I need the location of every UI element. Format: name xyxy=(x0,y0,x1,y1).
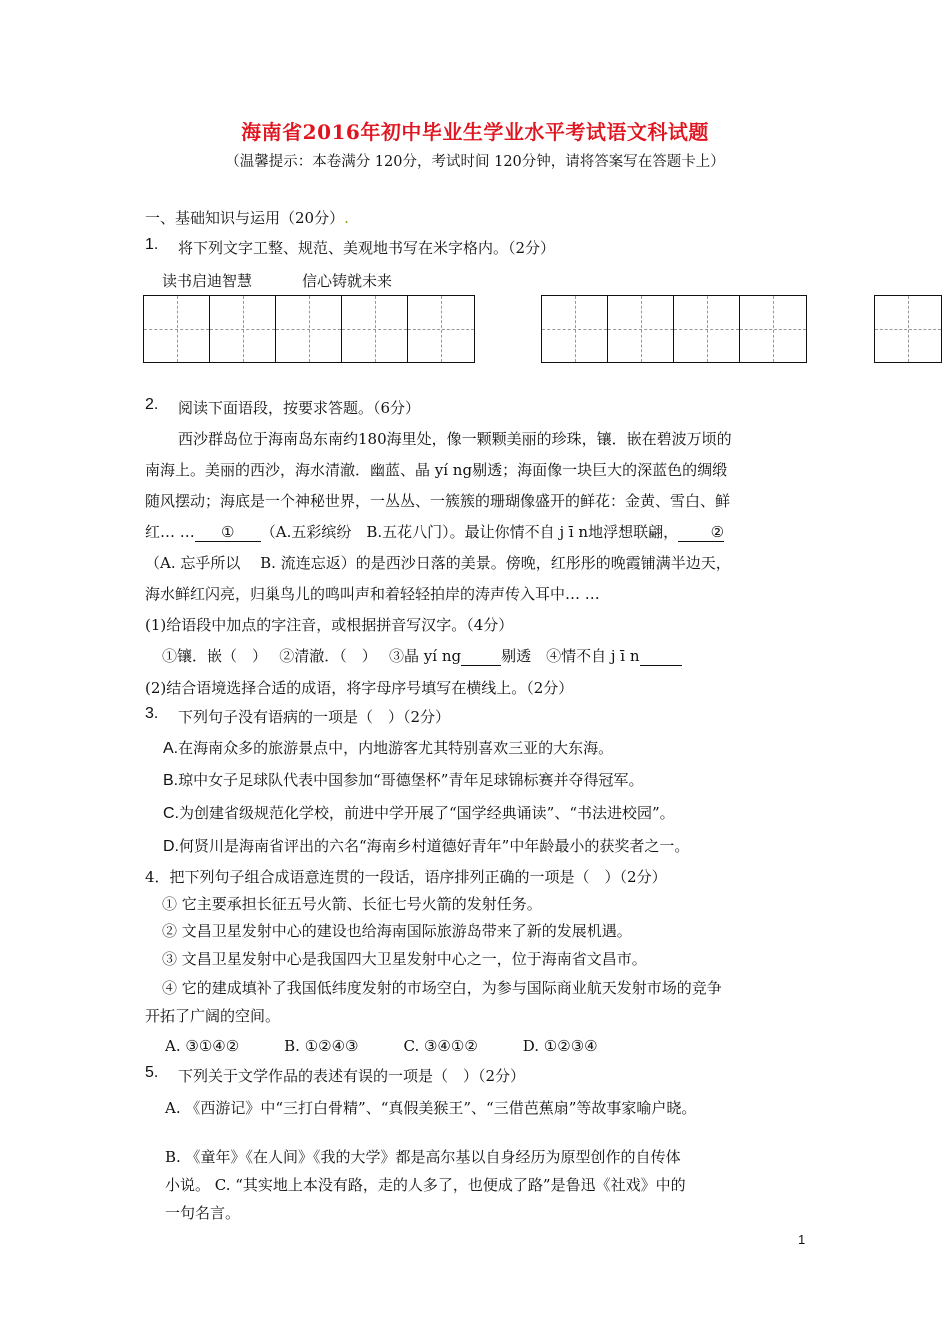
q4-sentence: ② 文昌卫星发射中心的建设也给海南国际旅游岛带来了新的发展机遇。 xyxy=(162,922,632,940)
grid-cell[interactable] xyxy=(542,296,608,362)
q5-option-b: B. 《童年》《在人间》《我的大学》都是高尔基以自身经历为原型创作的自传体 xyxy=(165,1148,681,1166)
q1-number: 1. xyxy=(145,236,159,253)
q5-option-b-cont: 小说。 C. “其实地上本没有路，走的人多了，也便成了路”是鲁迅《社戏》中的 xyxy=(165,1176,686,1194)
q2-paragraph-line: 南海上。美丽的西沙，海水清澈．幽蓝、晶 yí ng剔透；海面像一块巨大的深蓝色的绸缎 xyxy=(145,461,728,479)
q4-sentence-cont: 开拓了广阔的空间。 xyxy=(145,1007,281,1025)
writing-grid-3[interactable] xyxy=(874,295,942,363)
q3-option-a: A.在海南众多的旅游景点中，内地游客尤其特别喜欢三亚的大东海。 xyxy=(163,739,614,757)
q4-text: 4．把下列句子组合成语意连贯的一段话，语序排列正确的一项是（ ）（2分） xyxy=(145,868,667,886)
page-number: 1 xyxy=(798,1232,806,1247)
q3-number: 3. xyxy=(145,705,159,722)
answer-blank[interactable] xyxy=(640,647,682,666)
q5-option-a: A. 《西游记》中“三打白骨精”、“真假美猴王”、“三借芭蕉扇”等故事家喻户晓。 xyxy=(165,1099,697,1117)
q1-phrase-1: 读书启迪智慧 xyxy=(162,272,253,290)
writing-grid-2[interactable] xyxy=(541,295,807,363)
grid-cell[interactable] xyxy=(740,296,806,362)
q2-text: 阅读下面语段，按要求答题。（6分） xyxy=(178,399,421,417)
q2-paragraph-line: 红… … ① （A.五彩缤纷 B.五花八门）。最让你情不自 j ī n地浮想联翩， ② xyxy=(145,523,725,541)
q4-sentence: ① 它主要承担长征五号火箭、长征七号火箭的发射任务。 xyxy=(162,895,542,913)
q2-number: 2. xyxy=(145,396,159,413)
grid-cell[interactable] xyxy=(210,296,276,362)
page-title: 海南省2016年初中毕业生学业水平考试语文科试题 xyxy=(241,120,709,144)
q4-sentence: ④ 它的建成填补了我国低纬度发射的市场空白，为参与国际商业航天发射市场的竞争 xyxy=(162,979,722,997)
grid-cell[interactable] xyxy=(342,296,408,362)
section-heading: 一、基础知识与运用（20分）. xyxy=(145,209,349,227)
q4-sentence: ③ 文昌卫星发射中心是我国四大卫星发射中心之一，位于海南省文昌市。 xyxy=(162,950,647,968)
exam-notice: （温馨提示：本卷满分 120分，考试时间 120分钟，请将答案写在答题卡上） xyxy=(225,154,725,170)
grid-cell[interactable] xyxy=(875,296,941,362)
blank-2[interactable]: ② xyxy=(678,523,724,542)
q5-number: 5. xyxy=(145,1064,159,1081)
answer-blank[interactable] xyxy=(461,647,501,666)
q3-text: 下列句子没有语病的一项是（ ）（2分） xyxy=(178,708,451,726)
q2-paragraph-line: 随风摆动；海底是一个神秘世界，一丛丛、一簇簇的珊瑚像盛开的鲜花：金黄、雪白、鲜 xyxy=(145,492,731,510)
q1-text: 将下列文字工整、规范、美观地书写在米字格内。（2分） xyxy=(178,239,556,257)
q3-option-b: B.琼中女子足球队代表中国参加“哥德堡杯”青年足球锦标赛并夺得冠军。 xyxy=(163,771,644,789)
q2-subquestion-2: (2)结合语境选择合适的成语，将字母序号填写在横线上。（2分） xyxy=(145,679,574,697)
grid-cell[interactable] xyxy=(144,296,210,362)
q2-subquestion-1: (1)给语段中加点的字注音，或根据拼音写汉字。（4分） xyxy=(145,616,514,634)
grid-cell[interactable] xyxy=(674,296,740,362)
q2-paragraph-line: 西沙群岛位于海南岛东南约180海里处，像一颗颗美丽的珍珠，镶．嵌在碧波万顷的 xyxy=(178,430,732,448)
grid-cell[interactable] xyxy=(408,296,474,362)
q3-option-d: D.何贤川是海南省评出的六名“海南乡村道德好青年”中年龄最小的获奖者之一。 xyxy=(163,837,690,855)
grid-cell[interactable] xyxy=(276,296,342,362)
q2-subquestion-1-items: ①镶．嵌（ ） ②清澈．（ ） ③晶 yí ng 剔透 ④情不自 j ī n xyxy=(162,645,682,666)
q3-option-c: C.为创建省级规范化学校，前进中学开展了“国学经典诵读”、“书法进校园”。 xyxy=(163,804,675,822)
grid-cell[interactable] xyxy=(608,296,674,362)
q1-phrase-2: 信心铸就未来 xyxy=(302,272,393,290)
q2-paragraph-line: 海水鲜红闪亮，归巢鸟儿的鸣叫声和着轻轻拍岸的涛声传入耳中… … xyxy=(145,585,600,603)
q2-paragraph-line: （A. 忘乎所以 B. 流连忘返）的是西沙日落的美景。傍晚，红彤彤的晚霞铺满半边天， xyxy=(145,554,731,572)
writing-grid-1[interactable] xyxy=(143,295,475,363)
q5-text: 下列关于文学作品的表述有误的一项是（ ）（2分） xyxy=(178,1067,526,1085)
q4-choices: A. ③①④② B. ①②④③ C. ③④①② D. ①②③④ xyxy=(165,1037,598,1055)
blank-1[interactable]: ① xyxy=(195,523,261,542)
q5-option-c-cont: 一句名言。 xyxy=(165,1204,241,1222)
